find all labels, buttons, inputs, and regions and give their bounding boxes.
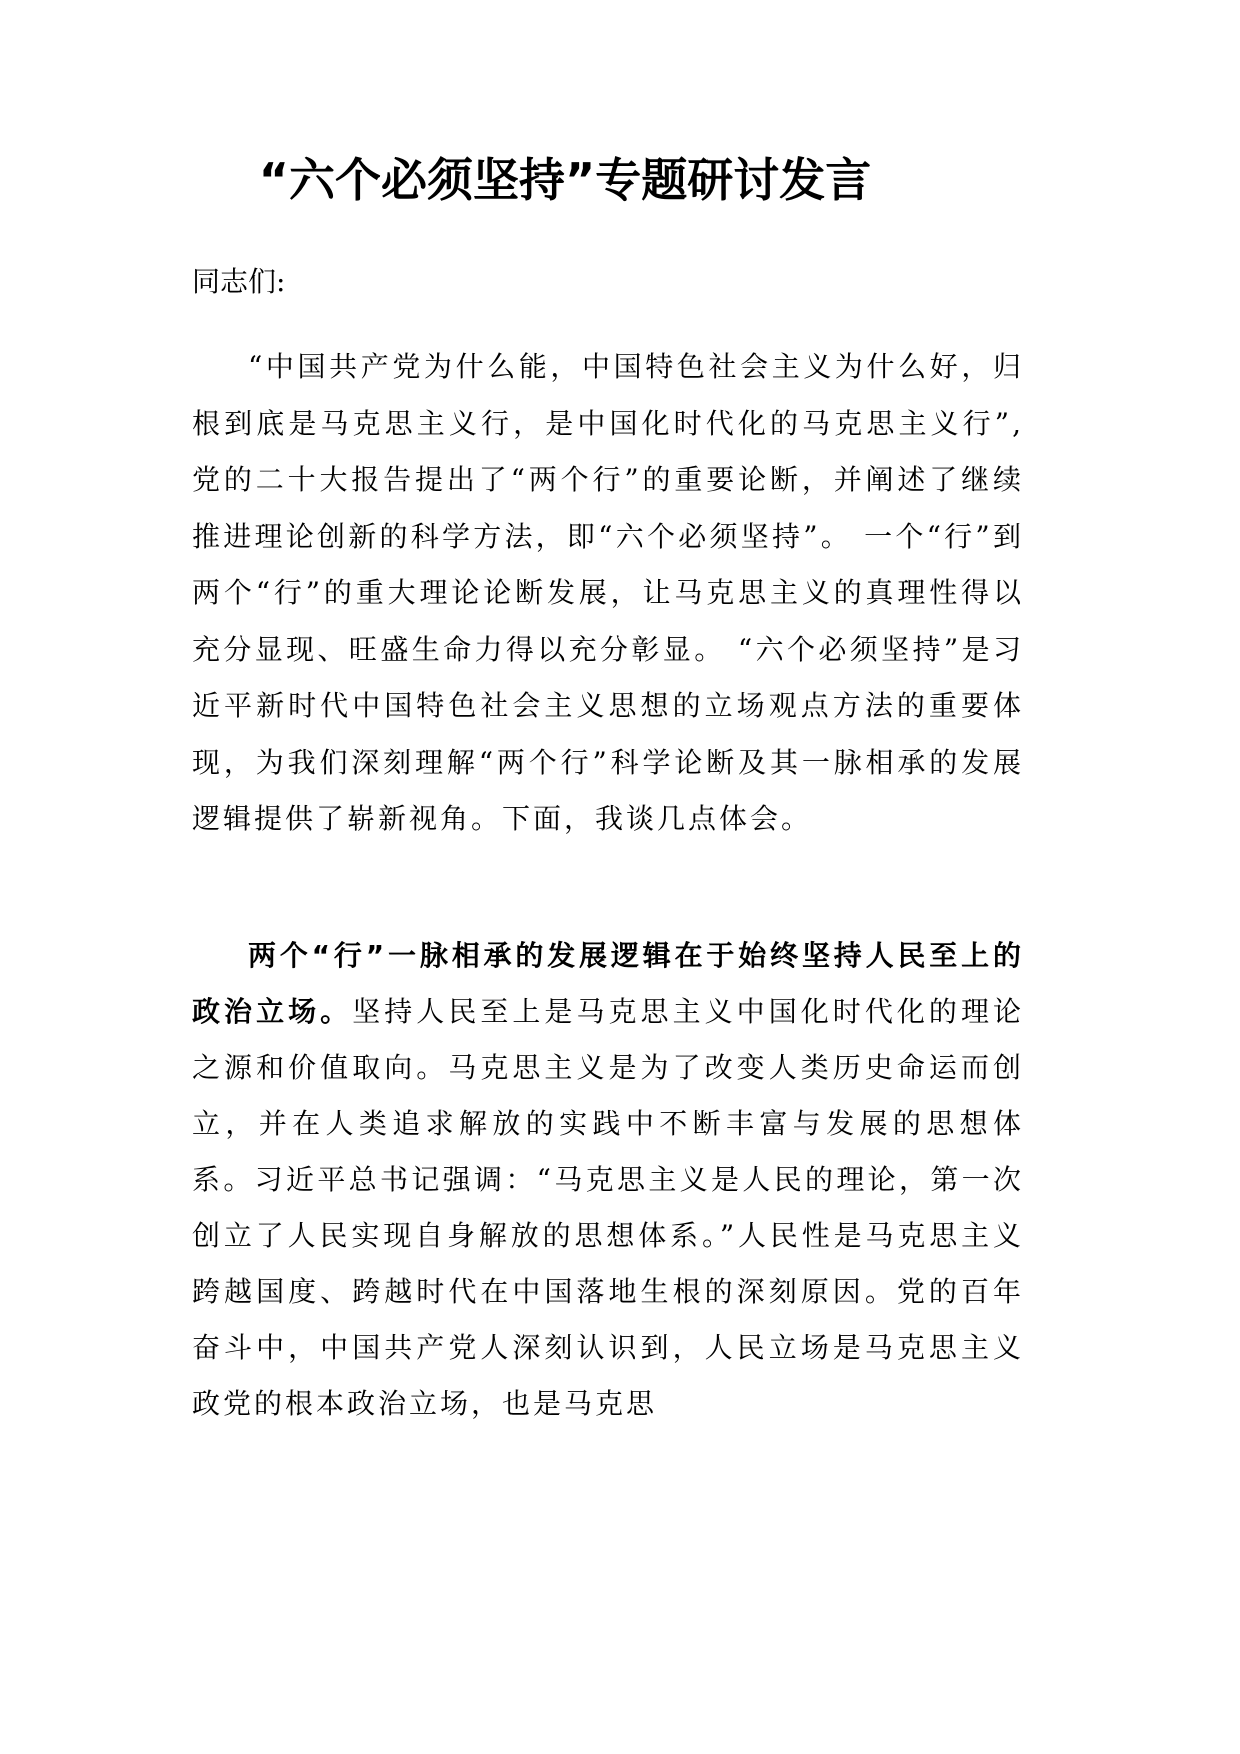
paragraph-body: 坚持人民至上是马克思主义中国化时代化的理论之源和价值取向。马克思主义是为了改变人类历史命运而创立，并在人类追求解放的实践中不断丰富与发展的思想体系。习近平总书记强调：“马克思主义是人民的理论，第一次创立了人民实现自身解放的思想体系。”人民性是马克思主义跨越国度、跨越时代在中国落地生根的深刻原因。党的百年奋斗中，中国共产党人深刻认识到，人民立场是马克思主义政党的根本政治立场，也是马克思 [192,995,1024,1420]
document-title: “六个必须坚持”专题研讨发言 [258,153,872,207]
salutation: 同志们: [192,265,286,298]
paragraph-intro: “中国共产党为什么能，中国特色社会主义为什么好，归根到底是马克思主义行，是中国化时代化的马克思主义行”,党的二十大报告提出了“两个行”的重要论断，并阐述了继续推进理论创新的科学方法，即“六个必须坚持”。 一个“行”到两个“行”的重大理论论断发展，让马克思主义的真理性得以充分显现、旺盛生命力得以充分彰显。 “六个必须坚持”是习近平新时代中国特色社会主义思想的立场观点方法的重要体现，为我们深刻理解“两个行”科学论断及其一脉相承的发展逻辑提供了崭新视角。下面，我谈几点体会。 [192,350,1024,835]
paragraph-bold-lead: 两个“行”一脉相承的发展逻辑在于始终坚持人民至上的政治立场。 [192,939,1024,1028]
paragraph-people-first [192,928,1024,1432]
